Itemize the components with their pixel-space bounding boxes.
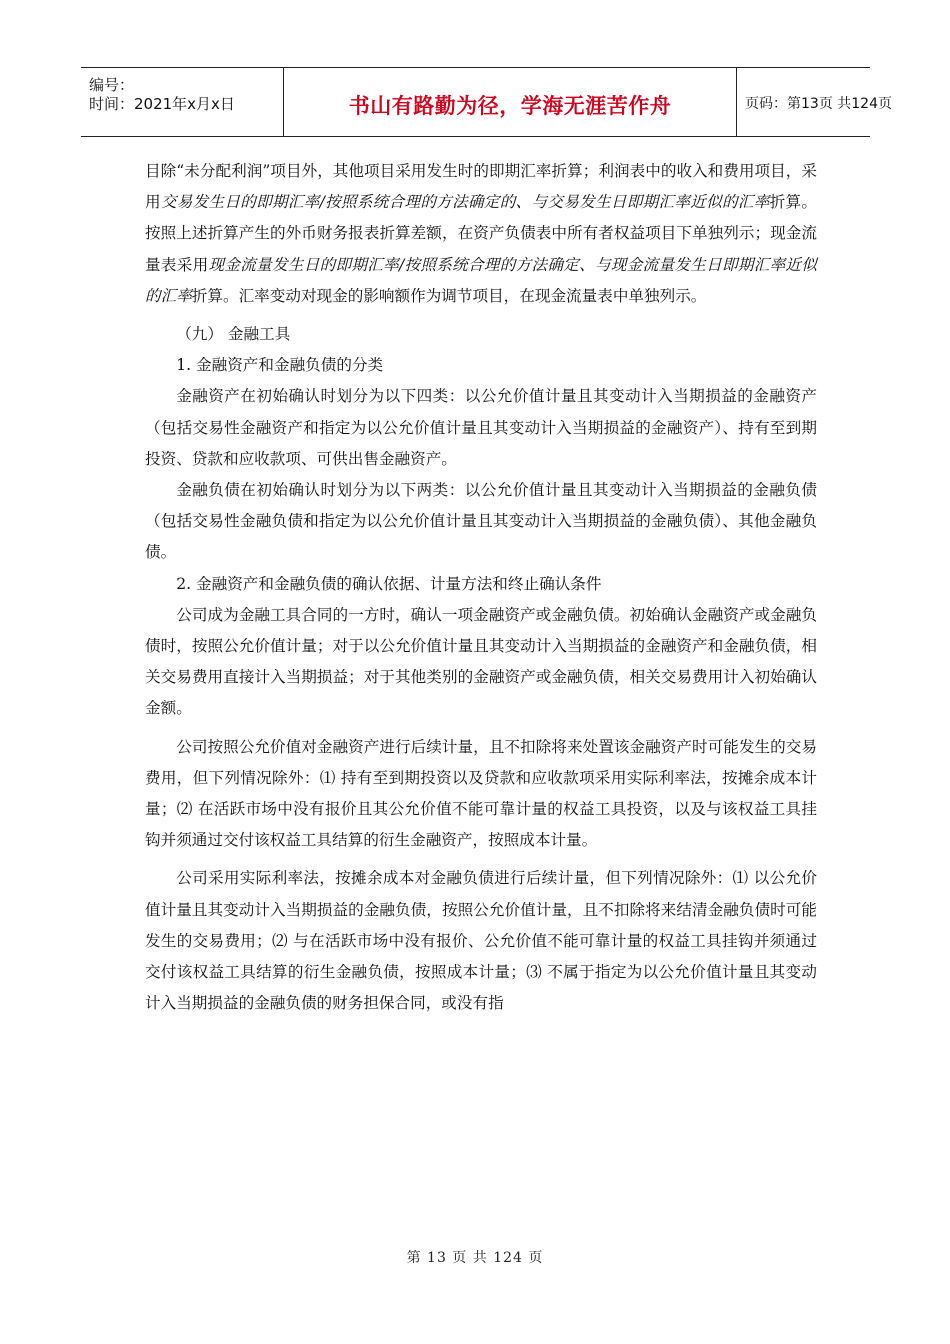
- paragraph-liability-measurement: 公司采用实际利率法，按摊余成本对金融负债进行后续计量，但下列情况除外：⑴ 以公允价值计量且其变动计入当期损益的金融负债，按照公允价值计量，且不扣除将来结清金融负债时可能发生的交易费用；⑵ 与在活跃市场中没有报价、公允价值不能可靠计量的权益工具挂钩并须通过交付该权益工具结算的衍生金融负债，按照成本计量；⑶ 不属于指定为以公允价值计量且其变动计入当期损益的金融负债的财务担保合同，或没有指: [145, 869, 817, 1013]
- header-page-info: 页码：第13页 共124页: [745, 96, 892, 112]
- page-footer: 第 13 页 共 124 页: [406, 1250, 544, 1266]
- document-number-label: 编号：: [89, 76, 135, 94]
- document-body: [145, 156, 817, 1019]
- header-meta-cell: [81, 68, 283, 136]
- header-motto: 书山有路勤为径，学海无涯苦作舟: [348, 94, 672, 118]
- section-heading-financial-instruments: （九） 金融工具: [176, 325, 291, 344]
- paragraph-text: 折算。汇率变动对现金的影响额作为调节项目，在现金流量表中单独列示。: [191, 286, 707, 305]
- header-page-cell: [737, 68, 892, 136]
- italic-text: 交易发生日的即期汇率/按照系统合理的方法确定的、与交易发生日即期汇率近似的汇率: [160, 193, 770, 212]
- paragraph-text: 目除“未分配利润”项目外，其他项目采用发生时的即期汇率折算；利润表中的收入和费用项目，采用: [145, 162, 817, 212]
- paragraph-financial-liabilities: 金融负债在初始确认时划分为以下两类：以公允价值计量且其变动计入当期损益的金融负债（包括交易性金融负债和指定为以公允价值计量且其变动计入当期损益的金融负债）、其他金融负债。: [145, 481, 817, 562]
- paragraph-financial-assets: 金融资产在初始确认时划分为以下四类：以公允价值计量且其变动计入当期损益的金融资产（包括交易性金融资产和指定为以公允价值计量且其变动计入当期损益的金融资产）、持有至到期投资、贷款和应收款项、可供出售金融资产。: [145, 387, 817, 468]
- subsection-heading-recognition: 2. 金融资产和金融负债的确认依据、计量方法和终止确认条件: [176, 574, 602, 593]
- header-motto-cell: [283, 68, 737, 136]
- paragraph-text: 折算。按照上述折算产生的外币财务报表折算差额，在资产负债表中所有者权益项目下单独列示；现金流量表采用: [145, 193, 817, 274]
- paragraph-asset-measurement: 公司按照公允价值对金融资产进行后续计量，且不扣除将来处置该金融资产时可能发生的交易费用，但下列情况除外：⑴ 持有至到期投资以及贷款和应收款项采用实际利率法，按摊余成本计量；⑵ 在活跃市场中没有报价且其公允价值不能可靠计量的权益工具投资，以及与该权益工具挂钩并须通过交付该权益工具结算的衍生金融资产，按照成本计量。: [145, 737, 817, 850]
- document-date-label: 时间：2021年x月x日: [89, 95, 235, 113]
- page-header: [81, 67, 892, 137]
- paragraph-initial-recognition: 公司成为金融工具合同的一方时，确认一项金融资产或金融负债。初始确认金融资产或金融负债时，按照公允价值计量；对于以公允价值计量且其变动计入当期损益的金融资产和金融负债，相关交易费用直接计入当期损益；对于其他类别的金融资产或金融负债，相关交易费用计入初始确认金额。: [145, 605, 817, 718]
- italic-text: 现金流量发生日的即期汇率/按照系统合理的方法确定、与现金流量发生日即期汇率近似的汇率: [145, 255, 817, 305]
- paragraph-exchange-rate: [145, 156, 817, 312]
- subsection-heading-classification: 1. 金融资产和金融负债的分类: [176, 356, 384, 375]
